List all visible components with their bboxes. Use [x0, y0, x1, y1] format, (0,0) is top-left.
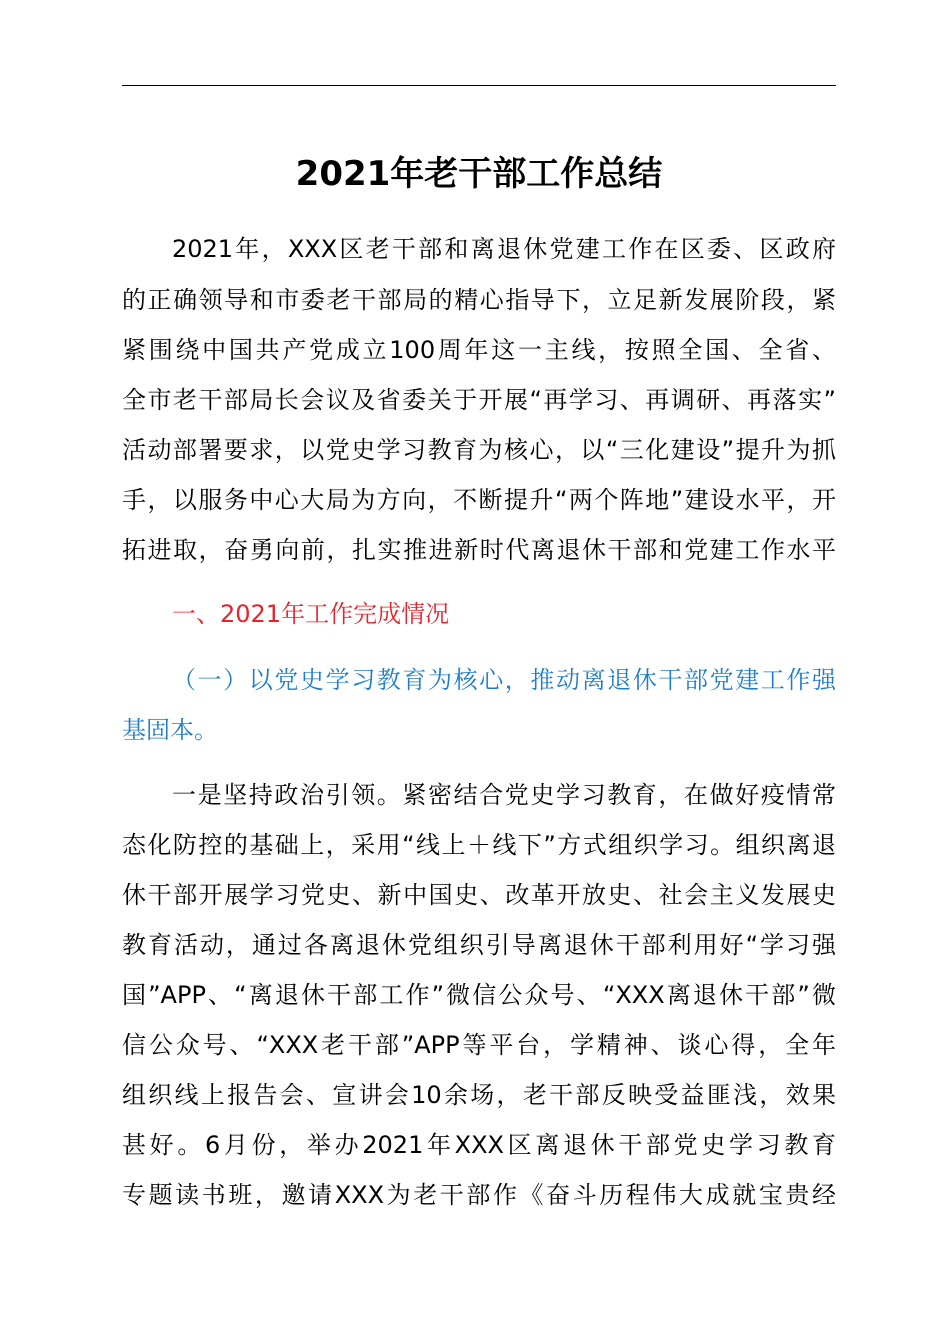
- intro-line: 拓进取，奋勇向前，扎实推进新时代离退休干部和党建工作水平: [122, 536, 836, 564]
- intro-line: 手，以服务中心大局为方向，不断提升“两个阵地”建设水平，开: [122, 486, 836, 514]
- body-line: 国”APP、“离退休干部工作”微信公众号、“XXX离退休干部”微: [122, 981, 836, 1009]
- intro-line: 活动部署要求，以党史学习教育为核心，以“三化建设”提升为抓: [122, 436, 836, 464]
- intro-line: 的正确领导和市委老干部局的精心指导下，立足新发展阶段，紧: [122, 286, 836, 314]
- body-line: 教育活动，通过各离退休党组织引导离退休干部利用好“学习强: [122, 931, 836, 959]
- body-line: 一是坚持政治引领。紧密结合党史学习教育，在做好疫情常: [172, 781, 836, 809]
- section-heading: 一、2021年工作完成情况: [172, 600, 450, 628]
- intro-line: 全市老干部局长会议及省委关于开展“再学习、再调研、再落实”: [122, 386, 836, 414]
- body-line: 专题读书班，邀请XXX为老干部作《奋斗历程伟大成就宝贵经: [122, 1181, 836, 1209]
- intro-line: 紧围绕中国共产党成立100周年这一主线，按照全国、全省、: [122, 336, 836, 364]
- subsection-heading: （一）以党史学习教育为核心，推动离退休干部党建工作强: [172, 666, 836, 694]
- body-line: 信公众号、“XXX老干部”APP等平台，学精神、谈心得，全年: [122, 1031, 836, 1059]
- header-rule: [122, 85, 836, 86]
- subsection-heading: 基固本。: [122, 716, 218, 744]
- body-line: 甚好。6月份，举办2021年XXX区离退休干部党史学习教育: [122, 1131, 836, 1159]
- intro-line: 2021年，XXX区老干部和离退休党建工作在区委、区政府: [172, 235, 836, 263]
- document-title: 2021年老干部工作总结: [295, 154, 663, 194]
- body-line: 休干部开展学习党史、新中国史、改革开放史、社会主义发展史: [122, 881, 836, 909]
- body-line: 态化防控的基础上，采用“线上＋线下”方式组织学习。组织离退: [122, 831, 836, 859]
- body-line: 组织线上报告会、宣讲会10余场，老干部反映受益匪浅，效果: [122, 1081, 836, 1109]
